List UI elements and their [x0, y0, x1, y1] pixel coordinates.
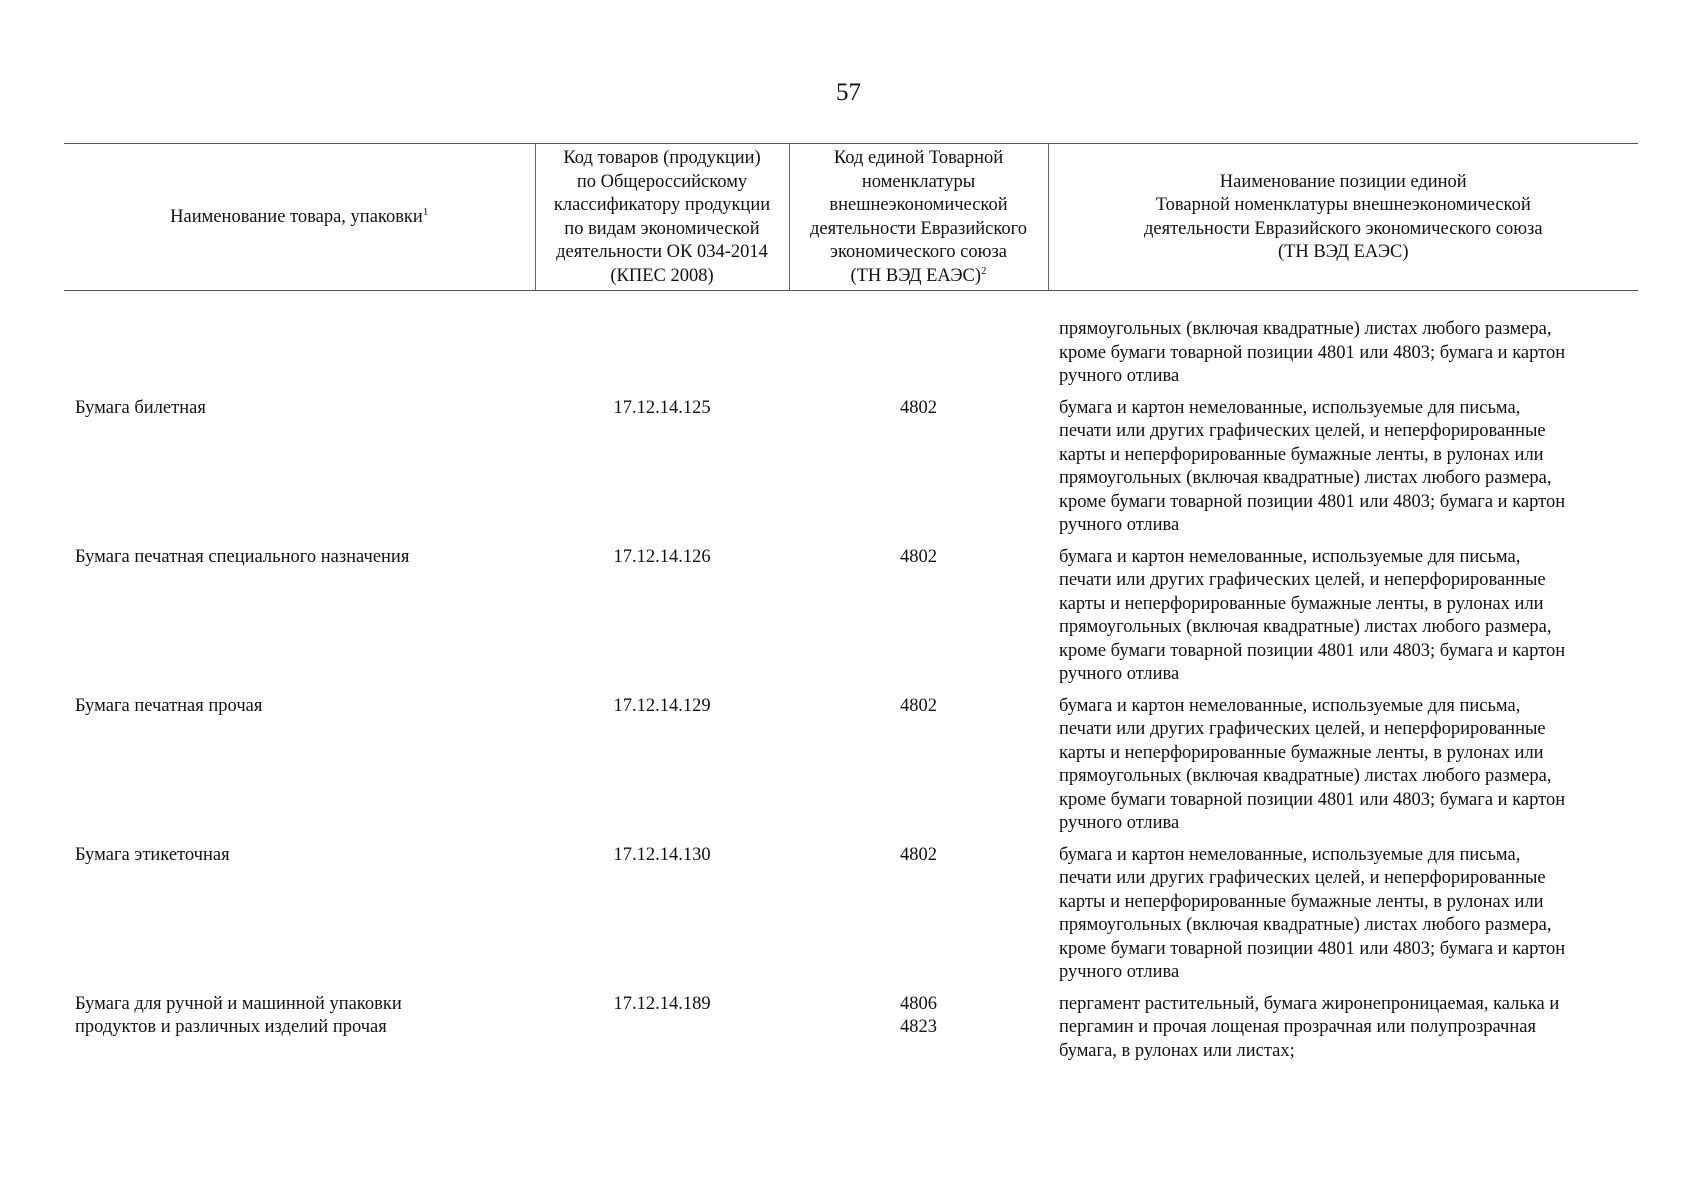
okpd-code: 17.12.14.189	[613, 993, 711, 1014]
header-tnved	[789, 144, 1048, 291]
product-name: Бумага печатная прочая	[75, 695, 263, 716]
product-name: Бумага печатная специального назначения	[75, 546, 410, 567]
header-tnved-footnote: 2	[981, 264, 987, 277]
goods-table	[64, 143, 1638, 1071]
tnved-code: 4802	[900, 546, 937, 567]
okpd-code: 17.12.14.125	[613, 397, 711, 418]
continuation-row	[64, 291, 1638, 397]
product-name: Бумага для ручной и машинной упаковки продуктов и различных изделий прочая	[75, 993, 402, 1037]
tnved-code: 4802	[900, 397, 937, 418]
product-name: Бумага этикеточная	[75, 844, 230, 865]
table-row	[64, 993, 1638, 1072]
tnved-description: бумага и картон немелованные, используемые для письма, печати или других графических целей, и неперфорированные карты и неперфорированные бумажные ленты, в рулонах или прямоугольных (включая квадратные) листах любого размера, кроме бумаги товарной позиции 4801 или 4803; бумага и картон ручного отлива	[1059, 844, 1566, 982]
table-row	[64, 844, 1638, 993]
header-name-footnote: 1	[422, 205, 429, 218]
tnved-code: 4802	[900, 695, 937, 716]
header-description: Наименование позиции единой Товарной номенклатуры внешнеэкономической деятельности Евразийского экономического союза (ТН ВЭД ЕАЭС)	[1048, 144, 1638, 291]
okpd-code: 17.12.14.126	[613, 546, 711, 567]
table-row	[64, 397, 1638, 546]
continuation-description: прямоугольных (включая квадратные) листах любого размера, кроме бумаги товарной позиции 4801 или 4803; бумага и картон ручного отлива	[1059, 319, 1566, 386]
tnved-code: 4806 4823	[900, 993, 937, 1037]
table-row	[64, 695, 1638, 844]
tnved-description: бумага и картон немелованные, используемые для письма, печати или других графических целей, и неперфорированные карты и неперфорированные бумажные ленты, в рулонах или прямоугольных (включая квадратные) листах любого размера, кроме бумаги товарной позиции 4801 или 4803; бумага и картон ручного отлива	[1059, 546, 1566, 684]
okpd-code: 17.12.14.129	[613, 695, 711, 716]
tnved-code: 4802	[900, 844, 937, 865]
header-okpd: Код товаров (продукции) по Общероссийскому классификатору продукции по видам экономической деятельности ОК 034-2014 (КПЕС 2008)	[535, 144, 789, 291]
table-row	[64, 546, 1638, 695]
header-name	[64, 144, 535, 291]
table-header-row	[64, 144, 1638, 291]
okpd-code: 17.12.14.130	[613, 844, 711, 865]
header-tnved-text: Код единой Товарной номенклатуры внешнеэкономической деятельности Евразийского экономического союза (ТН ВЭД ЕАЭС)	[809, 148, 1028, 286]
header-name-text: Наименование товара, упаковки	[170, 206, 423, 227]
page-number: 57	[836, 79, 861, 106]
tnved-description: пергамент растительный, бумага жиронепроницаемая, калька и пергамин и прочая лощеная прозрачная или полупрозрачная бумага, в рулонах или листах;	[1059, 993, 1560, 1061]
tnved-description: бумага и картон немелованные, используемые для письма, печати или других графических целей, и неперфорированные карты и неперфорированные бумажные ленты, в рулонах или прямоугольных (включая квадратные) листах любого размера, кроме бумаги товарной позиции 4801 или 4803; бумага и картон ручного отлива	[1059, 397, 1566, 535]
product-name: Бумага билетная	[75, 397, 206, 418]
tnved-description: бумага и картон немелованные, используемые для письма, печати или других графических целей, и неперфорированные карты и неперфорированные бумажные ленты, в рулонах или прямоугольных (включая квадратные) листах любого размера, кроме бумаги товарной позиции 4801 или 4803; бумага и картон ручного отлива	[1059, 695, 1566, 833]
